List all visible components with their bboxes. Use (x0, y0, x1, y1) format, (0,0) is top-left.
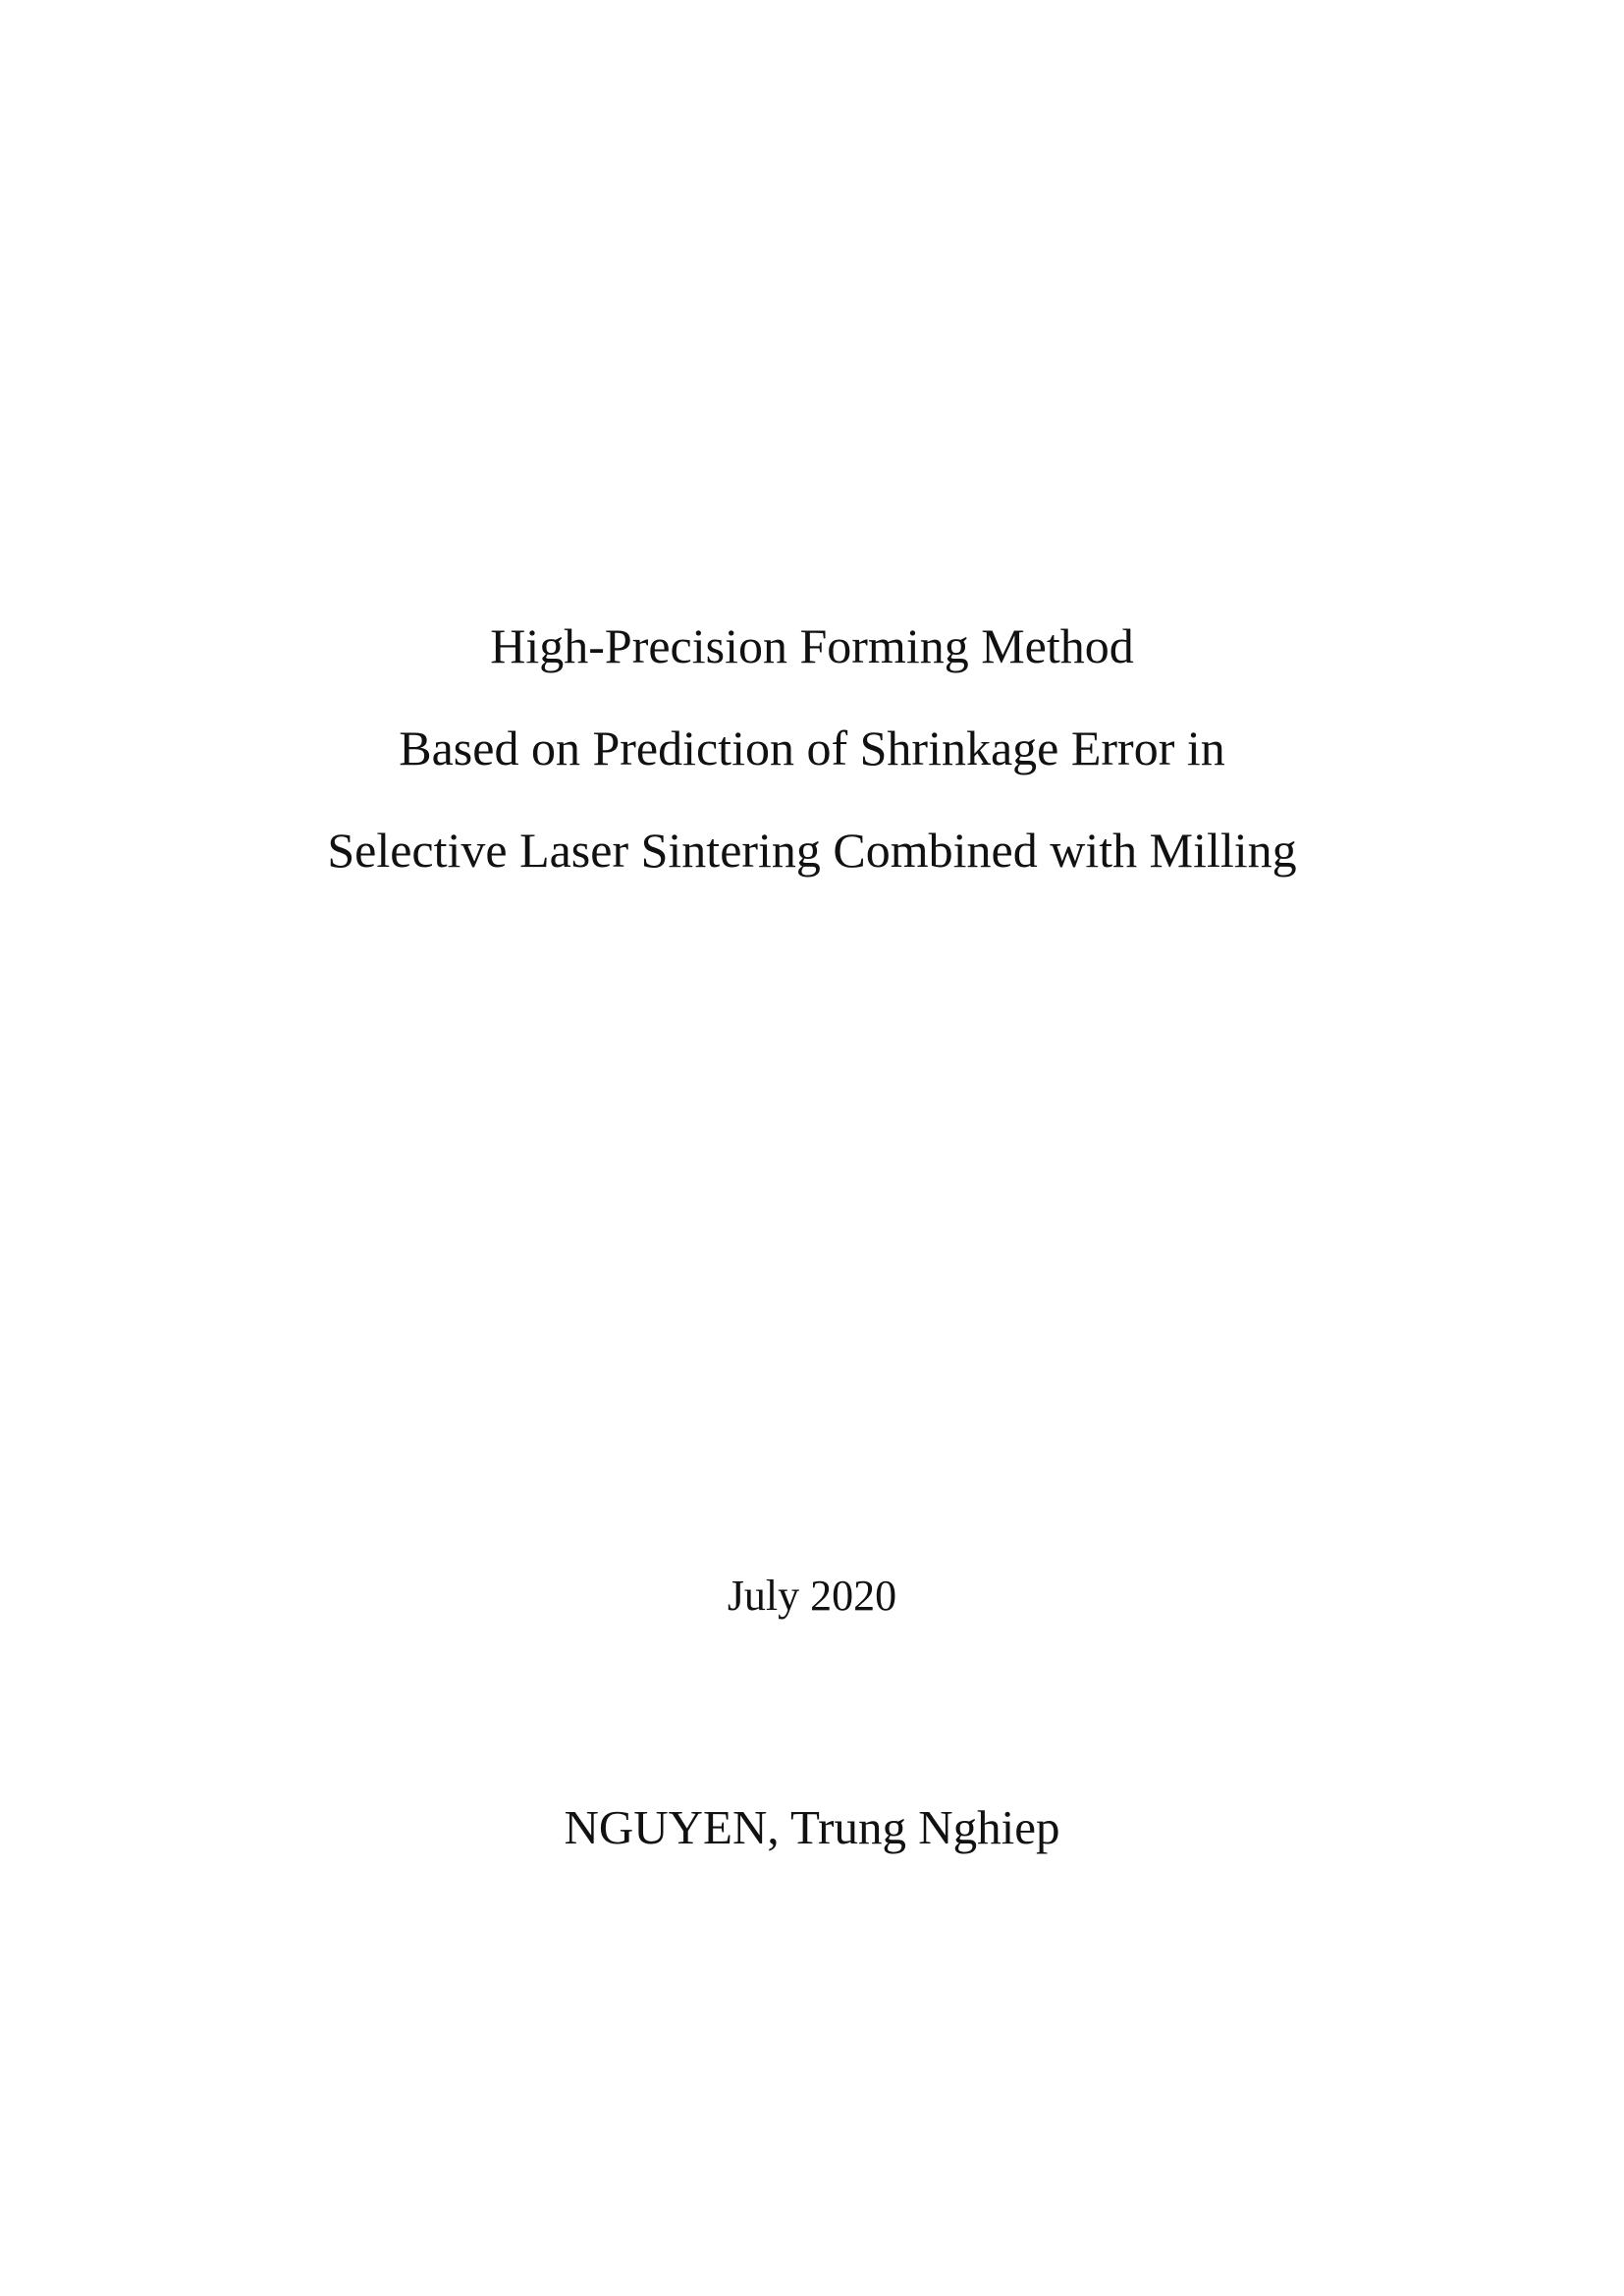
title-line-2: Based on Prediction of Shrinkage Error in (399, 721, 1225, 775)
author-name: NGUYEN, Trung Nghiep (564, 1800, 1060, 1854)
title-line-3: Selective Laser Sintering Combined with Milling (327, 823, 1297, 878)
thesis-title (0, 595, 1624, 901)
title-line-1: High-Precision Forming Method (490, 618, 1134, 673)
submission-date: July 2020 (727, 1572, 897, 1620)
